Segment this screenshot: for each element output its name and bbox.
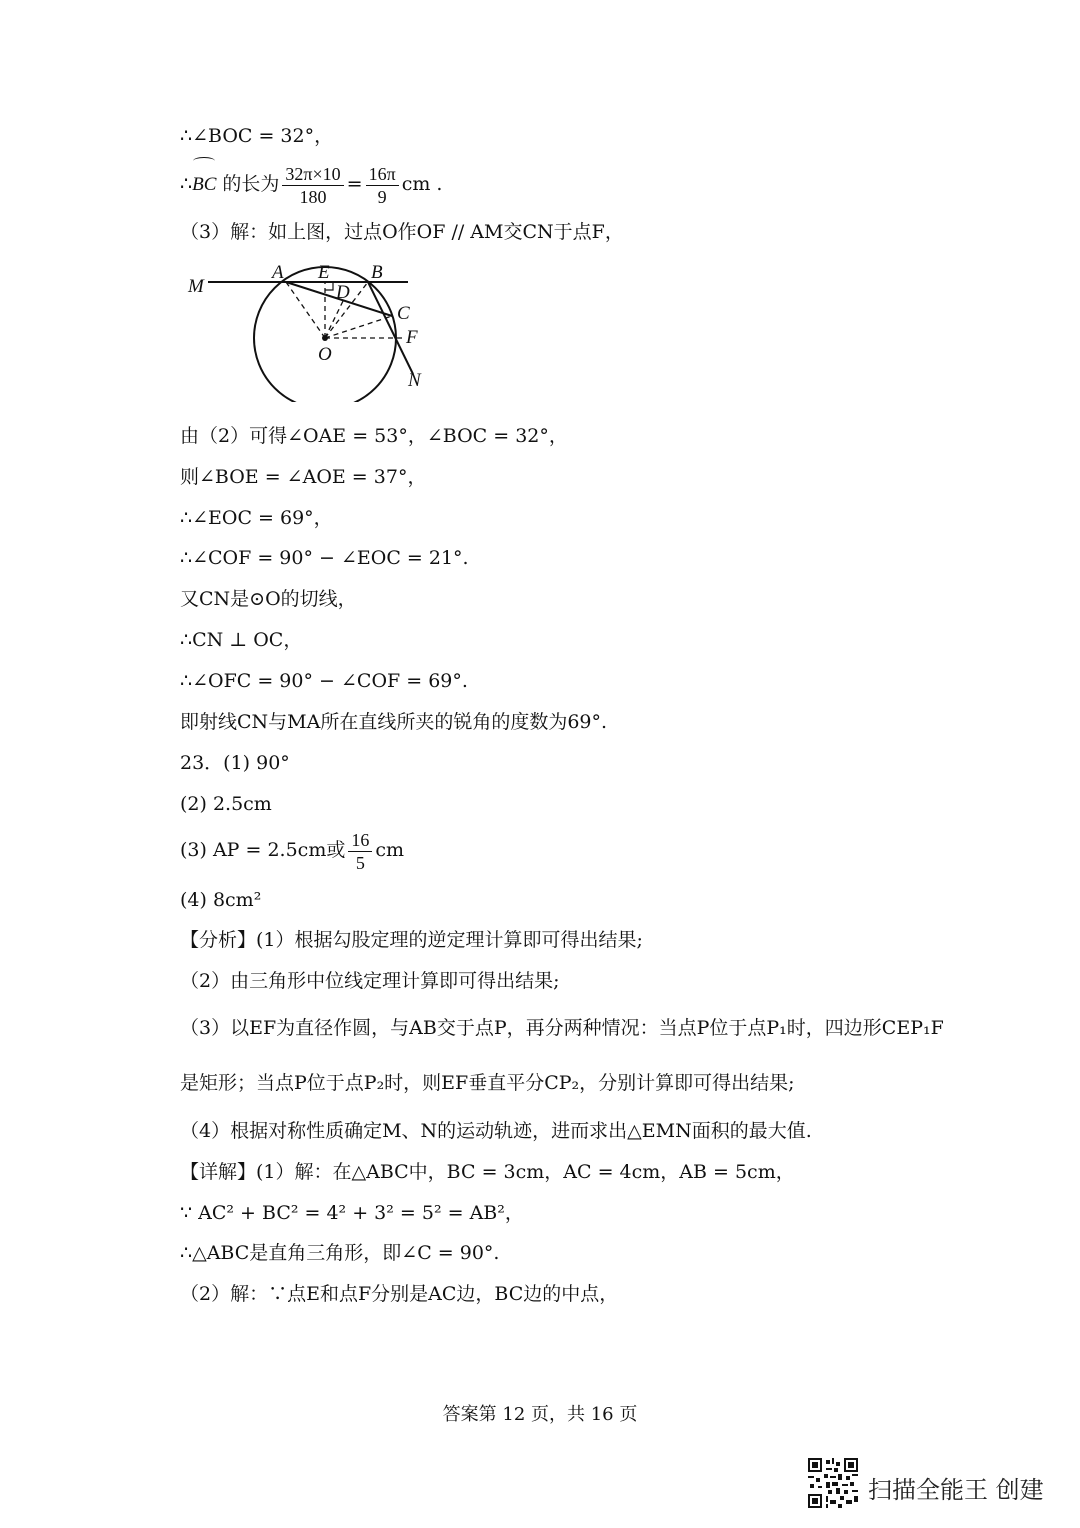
line-2-arc-length	[180, 160, 442, 209]
therefore-symbol: ∴	[180, 173, 193, 195]
line-9: ∴CN ⊥ OC，	[180, 629, 303, 651]
label-n: N	[408, 370, 421, 391]
answer-23-4: (4) 8cm²	[180, 889, 262, 911]
fraction-3-denominator: 5	[355, 852, 365, 873]
analysis-1: 【分析】(1）根据勾股定理的逆定理计算即可得出结果;	[180, 929, 643, 951]
line-4: 由（2）可得∠OAE = 53°，∠BOC = 32°，	[180, 425, 568, 447]
label-a: A	[272, 262, 284, 283]
unit-cm: cm .	[401, 173, 443, 195]
right-angle-mark	[325, 282, 333, 290]
center-point-o	[322, 335, 328, 341]
answer-23-1: 23．(1) 90°	[180, 752, 290, 774]
analysis-3: （3）以EF为直径作圆，与AB交于点P，再分两种情况：当点P位于点P₁时，四边形CEP₁F	[180, 1017, 944, 1039]
label-d: D	[336, 282, 350, 303]
fraction-3-numerator: 16	[348, 829, 372, 852]
fraction-1-denominator: 180	[299, 186, 327, 207]
label-f: F	[406, 327, 418, 348]
line-10: ∴∠OFC = 90° − ∠COF = 69°.	[180, 670, 468, 692]
line-11: 即射线CN与MA所在直线所夹的锐角的度数为69°.	[180, 711, 608, 733]
detail-right-angle: ∴△ABC是直角三角形，即∠C = 90°.	[180, 1242, 500, 1264]
dashed-od	[325, 299, 344, 338]
detail-1: 【详解】(1）解：在△ABC中，BC = 3cm，AC = 4cm，AB = 5cm，	[180, 1161, 795, 1183]
label-m: M	[188, 276, 204, 297]
detail-pythagoras: ∵ AC² + BC² = 4² + 3² = 5² = AB²，	[180, 1202, 524, 1224]
answer-23-2: (2) 2.5cm	[180, 793, 272, 815]
line-8: 又CN是⊙O的切线，	[180, 588, 357, 610]
line-3: （3）解：如上图，过点O作OF // AM交CN于点F，	[180, 221, 624, 243]
arc-bc: BC	[192, 161, 216, 209]
answer-23-3-unit: cm	[375, 839, 405, 861]
line-6: ∴∠EOC = 69°，	[180, 507, 333, 529]
line-7: ∴∠COF = 90° − ∠EOC = 21°.	[180, 547, 469, 569]
label-e: E	[318, 262, 330, 283]
answer-23-3	[180, 826, 404, 874]
line-5: 则∠BOE = ∠AOE = 37°，	[180, 466, 427, 488]
label-o: O	[318, 344, 332, 365]
scanner-watermark: 扫描全能王 创建	[868, 1476, 1044, 1504]
dashed-oa	[286, 282, 325, 338]
label-b: B	[371, 262, 383, 283]
answer-23-3-text: (3) AP = 2.5cm或	[180, 839, 346, 861]
analysis-2: （2）由三角形中位线定理计算即可得出结果;	[180, 970, 560, 992]
qr-code-icon	[808, 1458, 858, 1508]
arc-length-text: 的长为	[216, 173, 280, 195]
page-footer: 答案第 12 页，共 16 页	[442, 1404, 638, 1425]
fraction-2	[366, 163, 399, 208]
equals-sign: =	[346, 173, 363, 195]
fraction-2-numerator: 16π	[366, 163, 399, 186]
dashed-oc	[325, 316, 392, 338]
label-c: C	[397, 303, 410, 324]
fraction-2-denominator: 9	[377, 186, 387, 207]
line-1: ∴∠BOC = 32°，	[180, 125, 334, 147]
detail-2: （2）解：∵点E和点F分别是AC边，BC边的中点，	[180, 1283, 619, 1305]
fraction-1-numerator: 32π×10	[282, 163, 343, 186]
analysis-3-cont: 是矩形；当点P位于点P₂时，则EF垂直平分CP₂，分别计算即可得出结果;	[180, 1072, 795, 1094]
fraction-1	[282, 163, 343, 208]
circle-tangent-figure	[180, 252, 440, 402]
fraction-16-5	[348, 829, 372, 874]
analysis-4: （4）根据对称性质确定M、N的运动轨迹，进而求出△EMN面积的最大值.	[180, 1120, 812, 1142]
